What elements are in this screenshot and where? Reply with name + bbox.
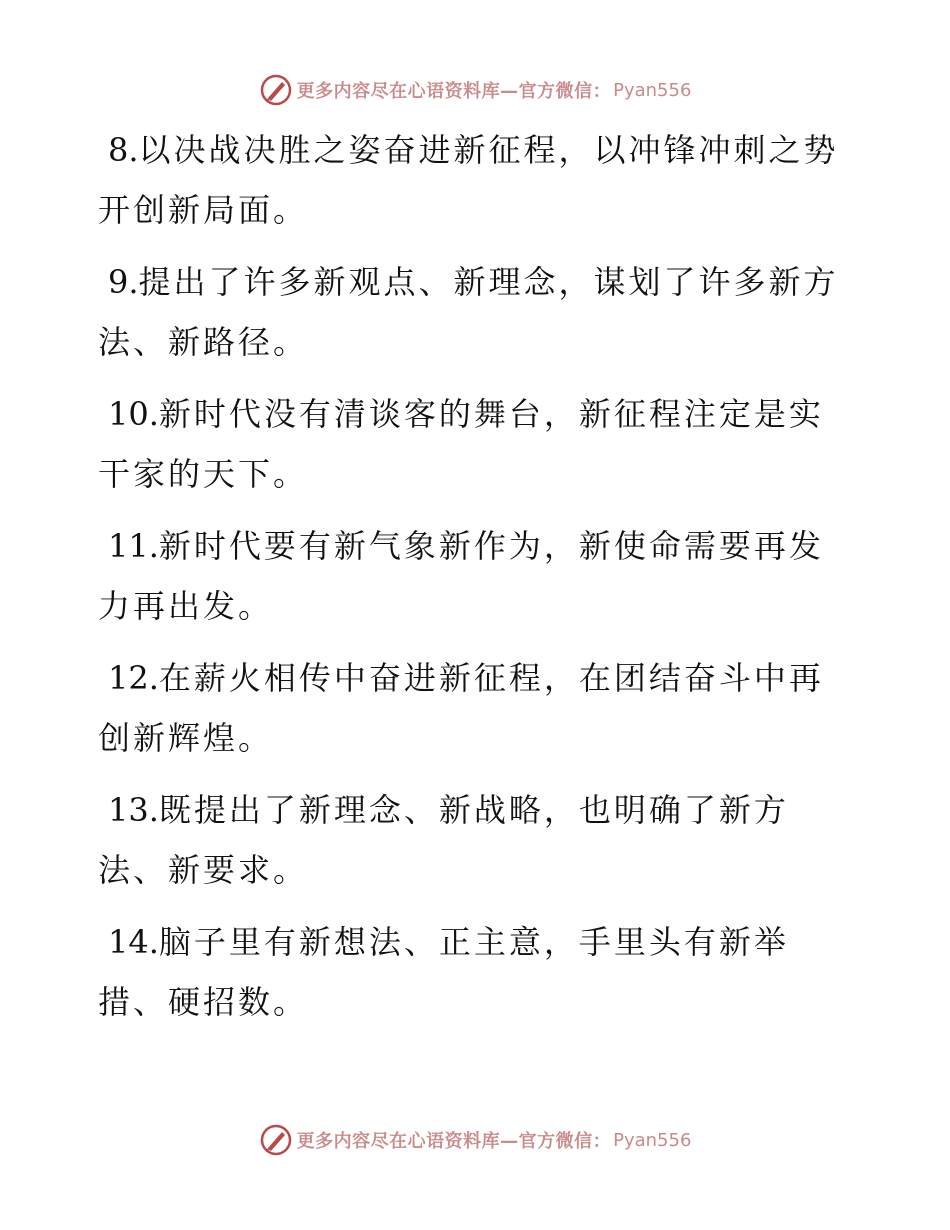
item-number: 11. <box>108 527 159 565</box>
list-item <box>98 120 848 240</box>
item-text: 既提出了新理念、新战略，也明确了新方法、新要求。 <box>98 791 789 889</box>
list-item <box>98 780 848 900</box>
footer-banner <box>0 1120 950 1160</box>
list-item <box>98 648 848 768</box>
item-text: 提出了许多新观点、新理念，谋划了许多新方法、新路径。 <box>98 263 839 361</box>
list-item <box>98 516 848 636</box>
item-text: 新时代要有新气象新作为，新使命需要再发力再出发。 <box>98 527 824 625</box>
list-item <box>98 252 848 372</box>
banner-text: 更多内容尽在心语资料库—官方微信： <box>296 81 612 102</box>
list-item <box>98 384 848 504</box>
banner-text: 更多内容尽在心语资料库—官方微信： <box>296 1131 612 1152</box>
item-number: 9. <box>108 263 139 301</box>
item-text: 以决战决胜之姿奋进新征程，以冲锋冲刺之势开创新局面。 <box>98 131 839 229</box>
item-number: 8. <box>108 131 139 169</box>
document-body <box>98 120 848 1044</box>
item-number: 12. <box>108 659 159 697</box>
item-number: 10. <box>108 395 159 433</box>
item-text: 在薪火相传中奋进新征程，在团结奋斗中再创新辉煌。 <box>98 659 824 757</box>
banner-wechat-id: Pyan556 <box>613 1129 692 1151</box>
item-number: 14. <box>108 923 159 961</box>
pen-logo-icon <box>259 1123 293 1157</box>
pen-logo-icon <box>259 73 293 107</box>
item-text: 新时代没有清谈客的舞台，新征程注定是实干家的天下。 <box>98 395 824 493</box>
header-banner <box>0 70 950 110</box>
item-text: 脑子里有新想法、正主意，手里头有新举措、硬招数。 <box>98 923 789 1021</box>
item-number: 13. <box>108 791 159 829</box>
banner-wechat-id: Pyan556 <box>613 79 692 101</box>
list-item <box>98 912 848 1032</box>
